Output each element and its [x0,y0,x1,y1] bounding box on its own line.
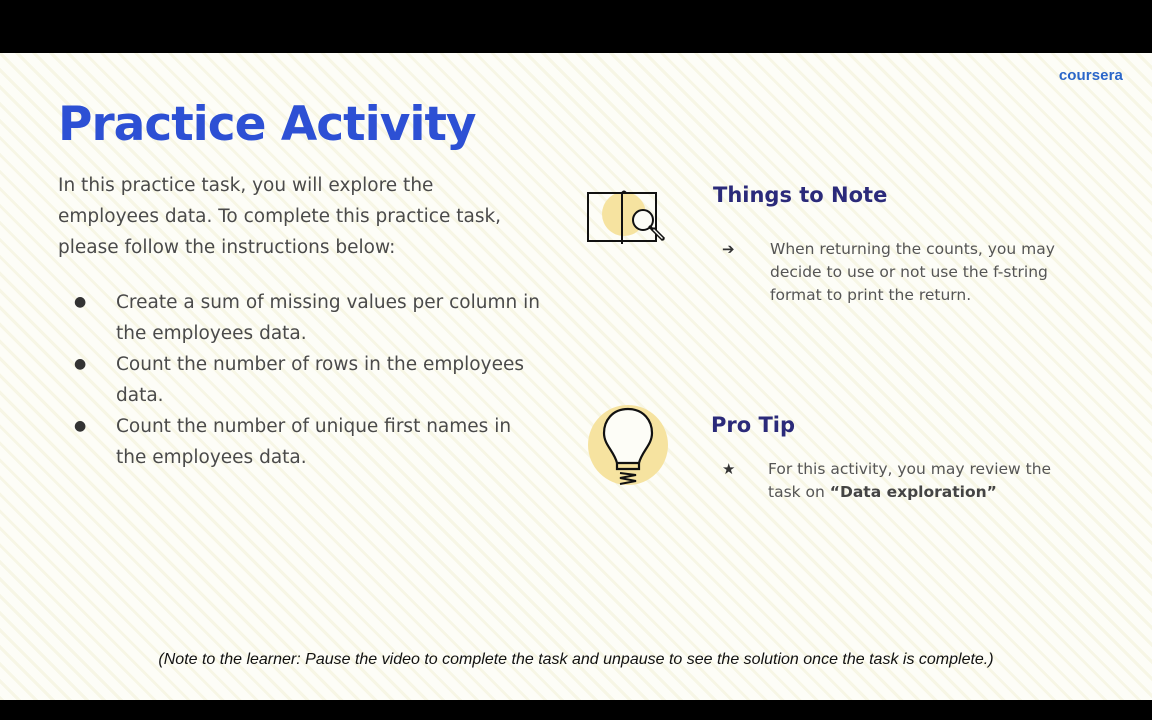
star-icon: ★ [722,460,736,478]
list-item [72,349,542,411]
arrow-right-icon: ➔ [722,240,735,258]
note-text: When returning the counts, you may decide to use or not use the f-string format to print the return. [770,240,1055,304]
video-letterbox-bottom [0,700,1152,720]
learner-note: (Note to the learner: Pause the video to complete the task and unpause to see the solution once the task is complete.) [158,651,994,668]
bullet-icon: ● [74,418,87,434]
intro-paragraph: In this practice task, you will explore the employees data. To complete this practice task, please follow the instructions below: [58,175,502,258]
list-item [72,287,542,349]
tip-item [722,458,1082,504]
slide-canvas [0,53,1152,700]
page-title: Practice Activity [58,97,476,152]
coursera-logo: coursera [1058,67,1123,84]
bullet-icon: ● [74,294,87,310]
list-item [72,411,542,473]
note-item [722,238,1082,307]
video-letterbox-top [0,0,1152,53]
list-item-text: Count the number of unique first names in the employees data. [116,416,512,468]
pro-tip-heading: Pro Tip [711,413,796,437]
tip-task-name: “Data exploration” [829,483,997,501]
tip-text [768,458,1082,504]
tip-text-prefix: For this activity, you may review the task on [768,460,1052,501]
list-item-text: Count the number of rows in the employees data. [116,354,524,406]
bullet-icon: ● [74,356,87,372]
things-to-note-heading: Things to Note [713,183,888,207]
list-item-text: Create a sum of missing values per column in the employees data. [116,292,540,344]
book-magnifier-icon [584,186,670,248]
instruction-list [72,287,542,473]
lightbulb-icon [584,403,670,495]
